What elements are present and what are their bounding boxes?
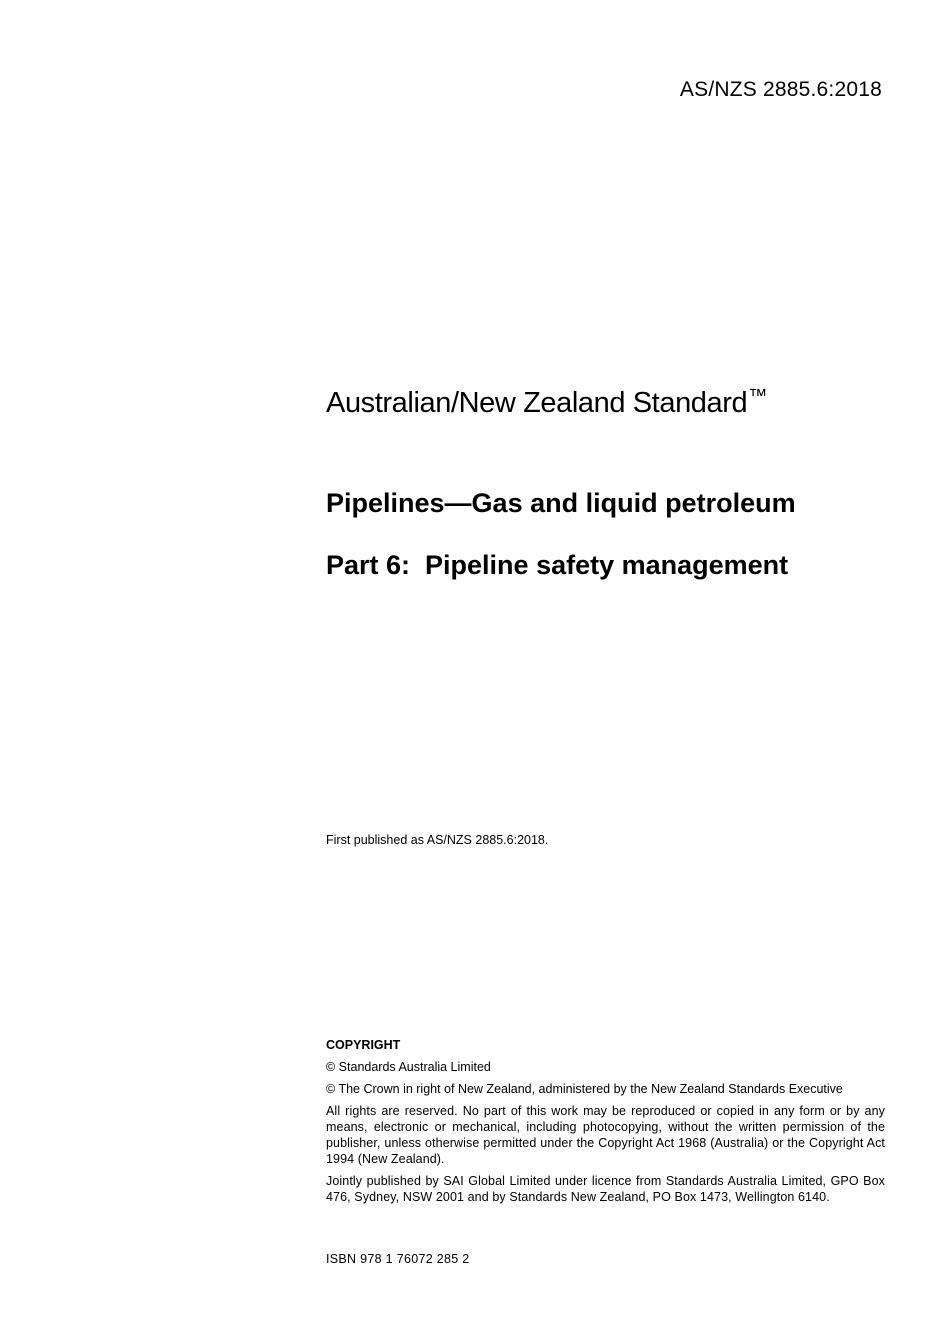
trademark-symbol: ™ <box>748 386 767 407</box>
copyright-standards-australia: © Standards Australia Limited <box>326 1060 491 1074</box>
copyright-section <box>326 1037 885 1211</box>
document-identifier: AS/NZS 2885.6:2018 <box>679 78 882 101</box>
standard-type-heading <box>326 386 767 420</box>
isbn-number: ISBN 978 1 76072 285 2 <box>326 1252 470 1266</box>
copyright-crown-nz: © The Crown in right of New Zealand, administered by the New Zealand Standards Executive <box>326 1082 843 1096</box>
copyright-publishers-statement: Jointly published by SAI Global Limited under licence from Standards Australia Limited, GPO Box 476, Sydney, NSW 2001 and by Standards New Zealand, PO Box 1473, Wellington 6140. <box>326 1174 885 1204</box>
document-part-title: Part 6: Pipeline safety management <box>326 550 789 580</box>
copyright-rights-statement: All rights are reserved. No part of this work may be reproduced or copied in any form or by any means, electronic or mechanical, including photocopying, without the written permission of the publisher, unless otherwise permitted under the Copyright Act 1968 (Australia) or the Copyright Act 1994 (New Zealand). <box>326 1104 885 1166</box>
document-title: Pipelines—Gas and liquid petroleum <box>326 488 796 518</box>
first-published-note: First published as AS/NZS 2885.6:2018. <box>326 833 549 847</box>
copyright-heading: COPYRIGHT <box>326 1038 401 1052</box>
standard-type-text: Australian/New Zealand Standard <box>326 387 748 419</box>
